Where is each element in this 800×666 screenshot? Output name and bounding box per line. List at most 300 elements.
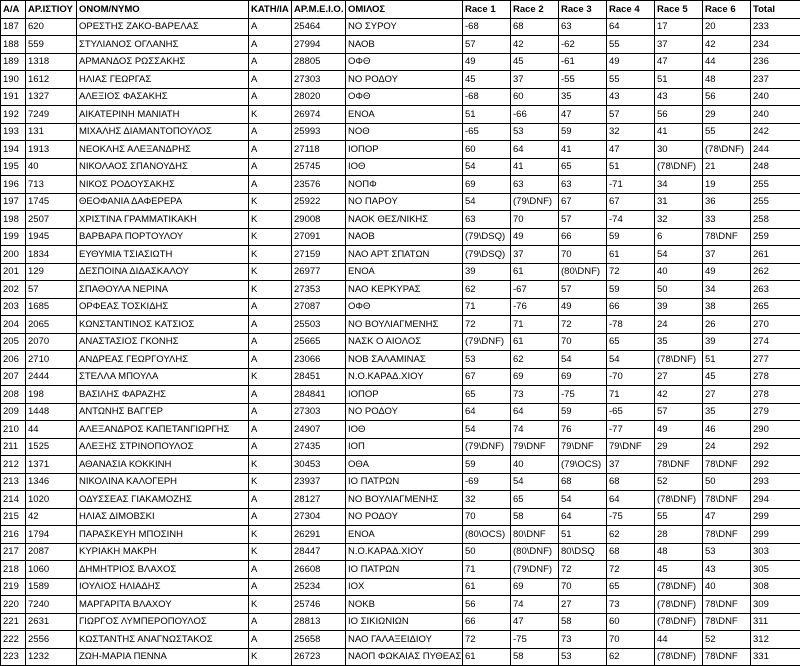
cell-race-6: 34 <box>703 281 751 299</box>
cell-registry-number: 28447 <box>292 543 346 561</box>
cell-sail-number: 620 <box>26 18 77 36</box>
cell-sail-number: 1448 <box>26 403 77 421</box>
cell-race-1: 63 <box>463 211 511 229</box>
cell-race-6: 78\DNF <box>703 491 751 509</box>
cell-race-4: 72 <box>607 263 655 281</box>
cell-race-3: 64 <box>559 508 607 526</box>
cell-registry-number: 25922 <box>292 193 346 211</box>
cell-category: Κ <box>249 648 292 666</box>
cell-name: ΟΔΥΣΣΕΑΣ ΓΙΑΚΑΜΟΖΗΣ <box>77 491 249 509</box>
cell-category: Κ <box>249 106 292 124</box>
header-category: ΚΑΤΗ/ΙΑ <box>249 1 292 19</box>
cell-registry-number: 284841 <box>292 386 346 404</box>
cell-race-5: 40 <box>655 263 703 281</box>
cell-sail-number: 1020 <box>26 491 77 509</box>
cell-category: Α <box>249 316 292 334</box>
cell-race-6: 37 <box>703 246 751 264</box>
cell-total: 248 <box>751 158 800 176</box>
cell-race-2: 69 <box>511 578 559 596</box>
cell-category: Κ <box>249 211 292 229</box>
header-registry-number: ΑΡ.Μ.Ε.Ι.Ο. <box>292 1 346 19</box>
cell-race-4: -74 <box>607 211 655 229</box>
cell-sail-number: 42 <box>26 508 77 526</box>
cell-race-5: 37 <box>655 36 703 54</box>
cell-position: 192 <box>1 106 26 124</box>
cell-race-5: 45 <box>655 561 703 579</box>
cell-race-1: 71 <box>463 561 511 579</box>
cell-race-5: 24 <box>655 316 703 334</box>
cell-race-5: 34 <box>655 176 703 194</box>
cell-total: 309 <box>751 596 800 614</box>
cell-category: Κ <box>249 456 292 474</box>
cell-race-2: 62 <box>511 351 559 369</box>
cell-registry-number: 29008 <box>292 211 346 229</box>
cell-race-5: 48 <box>655 543 703 561</box>
cell-total: 312 <box>751 631 800 649</box>
cell-sail-number: 2556 <box>26 631 77 649</box>
cell-registry-number: 25993 <box>292 123 346 141</box>
cell-total: 299 <box>751 508 800 526</box>
cell-race-4: 57 <box>607 106 655 124</box>
cell-registry-number: 25464 <box>292 18 346 36</box>
cell-race-3: 57 <box>559 211 607 229</box>
cell-race-5: (78\DNF) <box>655 648 703 666</box>
cell-registry-number: 28127 <box>292 491 346 509</box>
cell-club: ΝΟ ΡΟΔΟΥ <box>346 71 463 89</box>
cell-club: ΙΟ ΠΑΤΡΩΝ <box>346 473 463 491</box>
cell-race-6: 46 <box>703 421 751 439</box>
cell-club: ΝΟ ΡΟΔΟΥ <box>346 403 463 421</box>
cell-registry-number: 26977 <box>292 263 346 281</box>
cell-club: ΝΟ ΒΟΥΛΙΑΓΜΕΝΗΣ <box>346 316 463 334</box>
cell-sail-number: 7240 <box>26 596 77 614</box>
cell-race-3: -62 <box>559 36 607 54</box>
cell-race-6: 20 <box>703 18 751 36</box>
cell-race-3: 51 <box>559 526 607 544</box>
cell-race-3: 63 <box>559 18 607 36</box>
cell-race-6: 47 <box>703 508 751 526</box>
cell-race-3: 63 <box>559 176 607 194</box>
cell-position: 222 <box>1 631 26 649</box>
table-row <box>1 193 800 211</box>
table-row <box>1 351 800 369</box>
cell-club: Ν.Ο.ΚΑΡΑΔ.ΧΙΟΥ <box>346 543 463 561</box>
cell-race-2: 53 <box>511 123 559 141</box>
cell-category: Κ <box>249 368 292 386</box>
cell-race-4: 47 <box>607 141 655 159</box>
cell-race-2: (79\DNF) <box>511 561 559 579</box>
cell-race-2: 37 <box>511 71 559 89</box>
cell-total: 233 <box>751 18 800 36</box>
cell-sail-number: 44 <box>26 421 77 439</box>
cell-race-4: 70 <box>607 631 655 649</box>
cell-name: ΑΙΚΑΤΕΡΙΝΗ ΜΑΝΙΑΤΗ <box>77 106 249 124</box>
cell-sail-number: 2507 <box>26 211 77 229</box>
cell-race-4: 60 <box>607 613 655 631</box>
cell-position: 220 <box>1 596 26 614</box>
cell-position: 202 <box>1 281 26 299</box>
cell-race-2: 61 <box>511 263 559 281</box>
cell-total: 240 <box>751 88 800 106</box>
cell-race-4: 49 <box>607 53 655 71</box>
header-race-2: Race 2 <box>511 1 559 19</box>
cell-name: ΔΗΜΗΤΡΙΟΣ ΒΛΑΧΟΣ <box>77 561 249 579</box>
cell-category: Α <box>249 158 292 176</box>
cell-race-6: 78\DNF <box>703 228 751 246</box>
cell-name: ΧΡΙΣΤΙΝΑ ΓΡΑΜΜΑΤΙΚΑΚΗ <box>77 211 249 229</box>
results-body <box>1 18 800 666</box>
table-row <box>1 88 800 106</box>
header-race-4: Race 4 <box>607 1 655 19</box>
cell-race-3: 59 <box>559 123 607 141</box>
cell-race-6: 50 <box>703 473 751 491</box>
cell-race-2: 61 <box>511 333 559 351</box>
cell-race-2: -75 <box>511 631 559 649</box>
cell-race-2: 70 <box>511 211 559 229</box>
cell-position: 204 <box>1 316 26 334</box>
cell-name: ΑΝΑΣΤΑΣΙΟΣ ΓΚΟΝΗΣ <box>77 333 249 351</box>
cell-sail-number: 1371 <box>26 456 77 474</box>
table-row <box>1 158 800 176</box>
cell-registry-number: 27159 <box>292 246 346 264</box>
cell-registry-number: 25746 <box>292 596 346 614</box>
cell-registry-number: 27091 <box>292 228 346 246</box>
cell-total: 262 <box>751 263 800 281</box>
cell-race-4: 59 <box>607 281 655 299</box>
cell-name: ΟΡΦΕΑΣ ΤΟΣΚΙΔΗΣ <box>77 298 249 316</box>
cell-race-3: 53 <box>559 648 607 666</box>
cell-name: ΚΥΡΙΑΚΗ ΜΑΚΡΗ <box>77 543 249 561</box>
cell-total: 292 <box>751 438 800 456</box>
table-row <box>1 386 800 404</box>
cell-race-2: 42 <box>511 36 559 54</box>
cell-total: 292 <box>751 456 800 474</box>
cell-position: 197 <box>1 193 26 211</box>
cell-race-6: 51 <box>703 351 751 369</box>
cell-registry-number: 23576 <box>292 176 346 194</box>
cell-registry-number: 26723 <box>292 648 346 666</box>
cell-name: ΓΙΩΡΓΟΣ ΛΥΜΠΕΡΟΠΟΥΛΟΣ <box>77 613 249 631</box>
cell-position: 217 <box>1 543 26 561</box>
cell-position: 189 <box>1 53 26 71</box>
cell-total: 305 <box>751 561 800 579</box>
cell-race-3: 57 <box>559 281 607 299</box>
cell-race-2: 71 <box>511 316 559 334</box>
cell-position: 208 <box>1 386 26 404</box>
cell-position: 219 <box>1 578 26 596</box>
cell-race-4: -77 <box>607 421 655 439</box>
cell-position: 194 <box>1 141 26 159</box>
cell-race-2: 41 <box>511 158 559 176</box>
cell-club: ΙΟ ΠΑΤΡΩΝ <box>346 561 463 579</box>
cell-name: ΘΕΟΦΑΝΙΑ ΔΑΦΕΡΕΡΑ <box>77 193 249 211</box>
cell-category: Κ <box>249 228 292 246</box>
cell-club: ΝΟ ΠΑΡΟΥ <box>346 193 463 211</box>
cell-race-4: 62 <box>607 648 655 666</box>
header-race-3: Race 3 <box>559 1 607 19</box>
cell-name: ΑΛΕΞΗΣ ΣΤΡΙΝΟΠΟΥΛΟΣ <box>77 438 249 456</box>
table-row <box>1 613 800 631</box>
cell-name: ΜΙΧΑΛΗΣ ΔΙΑΜΑΝΤΟΠΟΥΛΟΣ <box>77 123 249 141</box>
cell-race-6: 78\DNF <box>703 596 751 614</box>
cell-sail-number: 7249 <box>26 106 77 124</box>
cell-race-2: (80\DNF) <box>511 543 559 561</box>
cell-race-4: 55 <box>607 71 655 89</box>
cell-race-4: 64 <box>607 491 655 509</box>
cell-position: 207 <box>1 368 26 386</box>
cell-race-2: 68 <box>511 18 559 36</box>
cell-race-3: 58 <box>559 613 607 631</box>
cell-total: 303 <box>751 543 800 561</box>
table-row <box>1 508 800 526</box>
cell-total: 244 <box>751 141 800 159</box>
header-race-5: Race 5 <box>655 1 703 19</box>
cell-race-2: 40 <box>511 456 559 474</box>
cell-total: 261 <box>751 246 800 264</box>
cell-race-3: 70 <box>559 578 607 596</box>
table-row <box>1 298 800 316</box>
header-position: Α/Α <box>1 1 26 19</box>
table-row <box>1 421 800 439</box>
table-row <box>1 578 800 596</box>
cell-registry-number: 28020 <box>292 88 346 106</box>
cell-race-5: 54 <box>655 246 703 264</box>
cell-total: 278 <box>751 386 800 404</box>
cell-category: Α <box>249 386 292 404</box>
cell-race-4: 67 <box>607 193 655 211</box>
cell-total: 331 <box>751 648 800 666</box>
cell-sail-number: 1685 <box>26 298 77 316</box>
cell-total: 299 <box>751 526 800 544</box>
cell-name: ΑΛΕΞΙΟΣ ΦΑΣΑΚΗΣ <box>77 88 249 106</box>
table-row <box>1 53 800 71</box>
cell-club: ΝΑΟ ΓΑΛΑΞΕΙΔΙΟΥ <box>346 631 463 649</box>
cell-sail-number: 40 <box>26 158 77 176</box>
cell-race-6: 43 <box>703 561 751 579</box>
cell-race-5: (78\DNF) <box>655 613 703 631</box>
cell-name: ΗΛΙΑΣ ΔΙΜΟΒΣΚΙ <box>77 508 249 526</box>
cell-name: ΝΙΚΟΣ ΡΟΔΟΥΣΑΚΗΣ <box>77 176 249 194</box>
cell-position: 218 <box>1 561 26 579</box>
cell-race-4: 65 <box>607 333 655 351</box>
cell-race-4: 55 <box>607 36 655 54</box>
cell-race-1: 54 <box>463 193 511 211</box>
table-row <box>1 456 800 474</box>
table-row <box>1 141 800 159</box>
cell-race-5: 35 <box>655 333 703 351</box>
cell-race-4: -70 <box>607 368 655 386</box>
cell-registry-number: 26608 <box>292 561 346 579</box>
cell-club: ΕΝΟΑ <box>346 263 463 281</box>
cell-race-2: 79\DNF <box>511 438 559 456</box>
cell-club: ΝΑΟΚ ΘΕΣ/ΝΙΚΗΣ <box>346 211 463 229</box>
cell-race-5: 30 <box>655 141 703 159</box>
cell-sail-number: 1232 <box>26 648 77 666</box>
cell-race-3: (79\OCS) <box>559 456 607 474</box>
cell-race-2: 73 <box>511 386 559 404</box>
cell-race-5: 51 <box>655 71 703 89</box>
cell-position: 223 <box>1 648 26 666</box>
cell-name: ΣΠΑΘΟΥΛΑ ΝΕΡΙΝΑ <box>77 281 249 299</box>
cell-race-4: 64 <box>607 18 655 36</box>
table-row <box>1 648 800 666</box>
cell-total: 255 <box>751 193 800 211</box>
cell-race-3: 59 <box>559 403 607 421</box>
cell-race-5: 47 <box>655 53 703 71</box>
cell-race-1: 32 <box>463 491 511 509</box>
cell-category: Α <box>249 421 292 439</box>
header-race-1: Race 1 <box>463 1 511 19</box>
cell-position: 193 <box>1 123 26 141</box>
cell-race-6: 39 <box>703 333 751 351</box>
cell-race-2: 74 <box>511 421 559 439</box>
cell-race-1: 61 <box>463 648 511 666</box>
cell-sail-number: 2087 <box>26 543 77 561</box>
cell-race-3: 66 <box>559 228 607 246</box>
cell-registry-number: 26291 <box>292 526 346 544</box>
cell-position: 210 <box>1 421 26 439</box>
cell-race-6: 42 <box>703 36 751 54</box>
cell-race-6: 78\DNF <box>703 526 751 544</box>
cell-sail-number: 1913 <box>26 141 77 159</box>
cell-race-5: (78\DNF) <box>655 351 703 369</box>
cell-category: Κ <box>249 281 292 299</box>
cell-position: 216 <box>1 526 26 544</box>
cell-category: Α <box>249 333 292 351</box>
cell-race-3: -61 <box>559 53 607 71</box>
cell-registry-number: 25745 <box>292 158 346 176</box>
cell-race-1: -68 <box>463 18 511 36</box>
cell-race-4: 61 <box>607 246 655 264</box>
cell-race-4: -75 <box>607 508 655 526</box>
cell-race-5: 17 <box>655 18 703 36</box>
cell-race-6: 33 <box>703 211 751 229</box>
cell-sail-number: 57 <box>26 281 77 299</box>
cell-category: Α <box>249 176 292 194</box>
cell-total: 265 <box>751 298 800 316</box>
cell-race-2: 49 <box>511 228 559 246</box>
cell-race-2: 47 <box>511 613 559 631</box>
cell-race-4: -78 <box>607 316 655 334</box>
cell-total: 259 <box>751 228 800 246</box>
cell-race-6: 78\DNF <box>703 648 751 666</box>
cell-position: 221 <box>1 613 26 631</box>
cell-registry-number: 23937 <box>292 473 346 491</box>
cell-category: Κ <box>249 193 292 211</box>
cell-total: 240 <box>751 106 800 124</box>
cell-registry-number: 27118 <box>292 141 346 159</box>
cell-category: Α <box>249 141 292 159</box>
cell-registry-number: 25503 <box>292 316 346 334</box>
cell-club: ΙΟΠ <box>346 438 463 456</box>
cell-category: Κ <box>249 263 292 281</box>
cell-race-5: 43 <box>655 88 703 106</box>
cell-race-4: 72 <box>607 561 655 579</box>
cell-race-6: 48 <box>703 71 751 89</box>
cell-race-3: 80\DSQ <box>559 543 607 561</box>
cell-sail-number: 1060 <box>26 561 77 579</box>
cell-category: Α <box>249 298 292 316</box>
cell-race-5: 42 <box>655 386 703 404</box>
cell-sail-number: 1589 <box>26 578 77 596</box>
cell-race-5: 32 <box>655 211 703 229</box>
cell-sail-number: 2710 <box>26 351 77 369</box>
cell-race-5: 52 <box>655 473 703 491</box>
cell-race-4: -71 <box>607 176 655 194</box>
cell-race-3: -75 <box>559 386 607 404</box>
cell-race-3: 76 <box>559 421 607 439</box>
header-name: ΟΝΟΜ/ΝΥΜΟ <box>77 1 249 19</box>
cell-club: ΝΟΚΒ <box>346 596 463 614</box>
cell-race-3: 72 <box>559 316 607 334</box>
cell-club: ΟΦΘ <box>346 298 463 316</box>
cell-club: ΟΦΘ <box>346 88 463 106</box>
cell-race-6: 19 <box>703 176 751 194</box>
cell-race-2: 69 <box>511 368 559 386</box>
cell-total: 278 <box>751 368 800 386</box>
cell-race-2: 58 <box>511 508 559 526</box>
cell-name: ΟΡΕΣΤΗΣ ΖΑΚΟ-ΒΑΡΕΛΑΣ <box>77 18 249 36</box>
cell-club: ΝΟ ΣΥΡΟΥ <box>346 18 463 36</box>
cell-sail-number: 1327 <box>26 88 77 106</box>
cell-race-5: 39 <box>655 298 703 316</box>
cell-name: ΑΛΕΞΑΝΔΡΟΣ ΚΑΠΕΤΑΝΓΙΩΡΓΗΣ <box>77 421 249 439</box>
cell-registry-number: 27303 <box>292 403 346 421</box>
table-row <box>1 473 800 491</box>
cell-race-1: 39 <box>463 263 511 281</box>
cell-race-5: (78\DNF) <box>655 491 703 509</box>
table-row <box>1 228 800 246</box>
cell-race-5: 44 <box>655 631 703 649</box>
cell-race-6: 44 <box>703 53 751 71</box>
cell-race-1: 51 <box>463 106 511 124</box>
cell-club: ΝΑΟ ΑΡΤ ΣΠΑΤΩΝ <box>346 246 463 264</box>
table-row <box>1 561 800 579</box>
cell-race-4: 43 <box>607 88 655 106</box>
cell-total: 294 <box>751 491 800 509</box>
cell-name: ΗΛΙΑΣ ΓΕΩΡΓΑΣ <box>77 71 249 89</box>
header-total: Total <box>751 1 800 19</box>
cell-registry-number: 28813 <box>292 613 346 631</box>
cell-race-3: 73 <box>559 631 607 649</box>
cell-race-5: 56 <box>655 106 703 124</box>
cell-name: ΔΕΣΠΟΙΝΑ ΔΙΔΑΣΚΑΛΟΥ <box>77 263 249 281</box>
cell-race-6: 35 <box>703 403 751 421</box>
cell-race-6: 56 <box>703 88 751 106</box>
cell-race-6: 36 <box>703 193 751 211</box>
cell-position: 201 <box>1 263 26 281</box>
cell-race-1: -65 <box>463 123 511 141</box>
cell-race-4: 79\DNF <box>607 438 655 456</box>
table-row <box>1 18 800 36</box>
cell-position: 213 <box>1 473 26 491</box>
cell-race-2: 80\DNF <box>511 526 559 544</box>
cell-category: Α <box>249 88 292 106</box>
cell-club: ΙΟΠΟΡ <box>346 141 463 159</box>
cell-name: ΑΘΑΝΑΣΙΑ ΚΟΚΚΙΝΗ <box>77 456 249 474</box>
cell-total: 293 <box>751 473 800 491</box>
cell-race-6: 55 <box>703 123 751 141</box>
cell-race-2: 45 <box>511 53 559 71</box>
cell-registry-number: 27435 <box>292 438 346 456</box>
cell-name: ΝΕΟΚΛΗΣ ΑΛΕΞΑΝΔΡΗΣ <box>77 141 249 159</box>
cell-name: ΣΤΥΛΙΑΝΟΣ ΟΓΛΑΝΗΣ <box>77 36 249 54</box>
cell-race-3: 70 <box>559 333 607 351</box>
cell-category: Α <box>249 438 292 456</box>
cell-club: ΝΟΠΦ <box>346 176 463 194</box>
table-row <box>1 403 800 421</box>
cell-category: Κ <box>249 246 292 264</box>
